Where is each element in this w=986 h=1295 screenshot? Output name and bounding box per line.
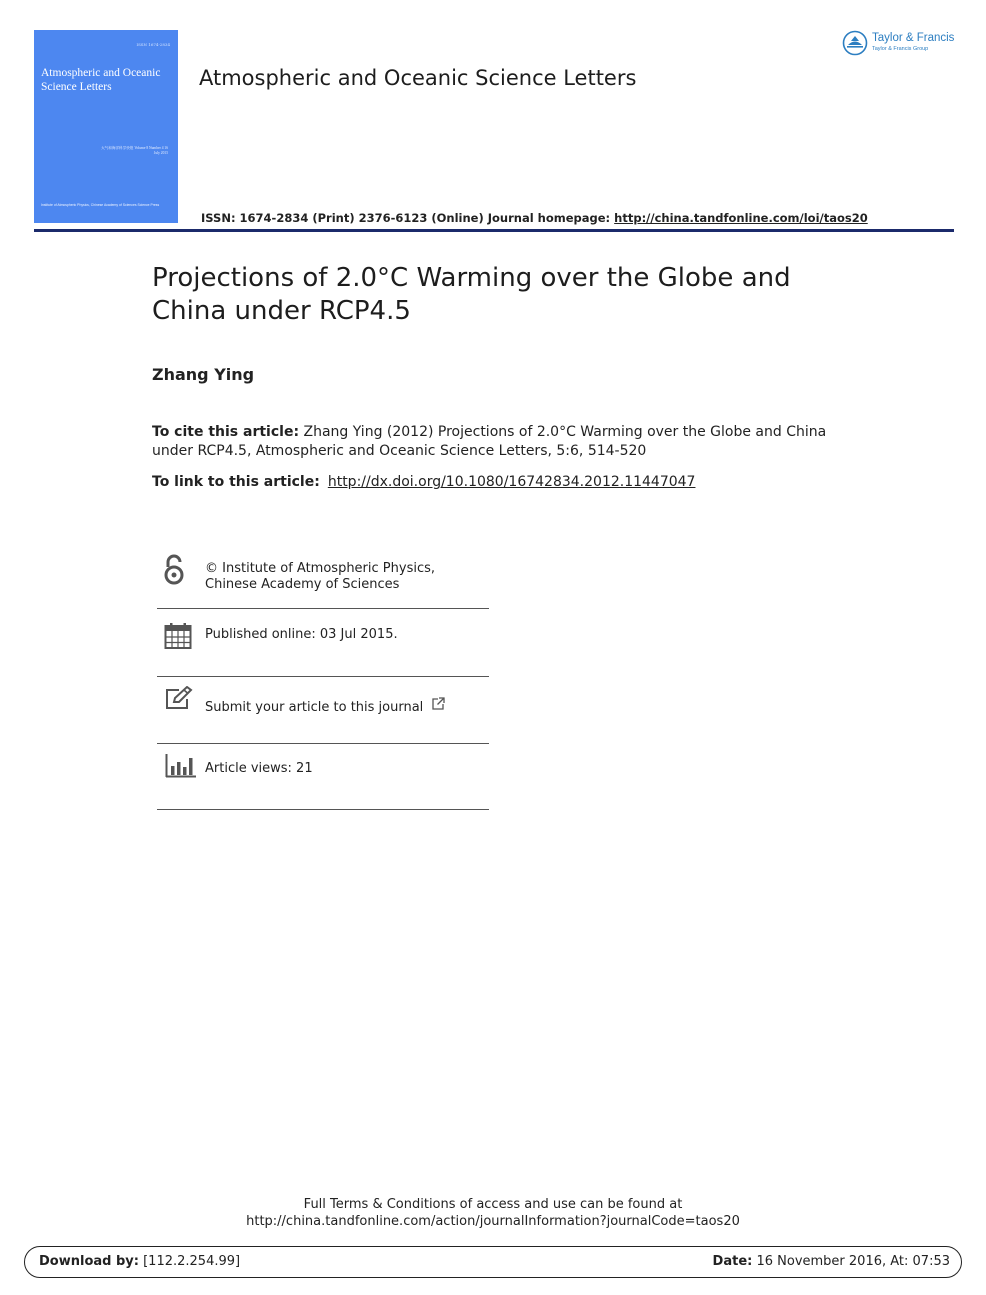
cover-title: Atmospheric and Oceanic Science Letters bbox=[41, 67, 161, 93]
download-date bbox=[713, 1254, 950, 1269]
date-label: Date: bbox=[712, 1254, 753, 1269]
article-link-line bbox=[152, 474, 695, 490]
article-doi-link[interactable]: http://dx.doi.org/10.1080/16742834.2012.11447047 bbox=[327, 474, 696, 490]
citation bbox=[152, 423, 852, 461]
calendar-icon bbox=[164, 622, 192, 650]
cover-publisher: Institute of Atmospheric Physics, Chinese Academy of Sciences Science Press bbox=[41, 203, 160, 207]
article-author: Zhang Ying bbox=[152, 365, 255, 384]
info-divider bbox=[157, 608, 489, 609]
date-value: 16 November 2016, At: 07:53 bbox=[752, 1254, 950, 1269]
published-date: Published online: 03 Jul 2015. bbox=[205, 627, 398, 642]
journal-title: Atmospheric and Oceanic Science Letters bbox=[199, 66, 637, 90]
download-label: Download by: bbox=[39, 1254, 139, 1269]
article-link-label: To link to this article: bbox=[152, 474, 320, 490]
download-ip: [112.2.254.99] bbox=[138, 1254, 241, 1269]
article-views: Article views: 21 bbox=[205, 761, 313, 776]
download-by bbox=[39, 1254, 240, 1269]
issn-text: ISSN: 1674-2834 (Print) 2376-6123 (Online) Journal homepage: bbox=[201, 211, 615, 225]
bar-chart-icon bbox=[165, 754, 197, 778]
external-link-icon bbox=[432, 697, 445, 710]
article-info-list bbox=[157, 550, 489, 810]
copyright-text: © Institute of Atmospheric Physics, Chinese Academy of Sciences bbox=[205, 561, 436, 592]
cover-issn: ISSN 1674-2834 bbox=[136, 42, 170, 47]
submit-article-label[interactable]: Submit your article to this journal bbox=[205, 700, 424, 715]
cover-issue-info: 大气和海洋科学快报 Volume 8 Number 4 16 July 2015 bbox=[101, 146, 168, 155]
submit-article-link[interactable] bbox=[205, 697, 445, 716]
publisher-logo-name: Taylor & Francis bbox=[872, 32, 955, 44]
citation-text: Zhang Ying (2012) Projections of 2.0°C Warming over the Globe and China under RCP4.5, Atmospheric and Oceanic Science Letters, 5:6, 514-520 bbox=[152, 424, 827, 459]
download-info-bar bbox=[24, 1246, 962, 1278]
info-divider bbox=[157, 809, 489, 810]
publisher-logo[interactable] bbox=[842, 29, 954, 57]
open-access-icon bbox=[163, 553, 185, 587]
terms-note bbox=[0, 1196, 986, 1230]
publisher-logo-icon bbox=[842, 30, 868, 56]
article-title: Projections of 2.0°C Warming over the Globe and China under RCP4.5 bbox=[152, 263, 791, 326]
header-divider bbox=[34, 229, 954, 232]
citation-label: To cite this article: bbox=[152, 424, 300, 440]
terms-line: Full Terms & Conditions of access and use can be found at bbox=[303, 1197, 683, 1212]
edit-icon bbox=[165, 686, 193, 712]
terms-url[interactable]: http://china.tandfonline.com/action/journalInformation?journalCode=taos20 bbox=[246, 1214, 740, 1229]
issn-line bbox=[201, 211, 868, 225]
info-divider bbox=[157, 743, 489, 744]
info-divider bbox=[157, 676, 489, 677]
journal-homepage-link[interactable]: http://china.tandfonline.com/loi/taos20 bbox=[614, 211, 868, 225]
journal-cover bbox=[34, 30, 178, 223]
publisher-logo-subtitle: Taylor & Francis Group bbox=[872, 46, 929, 52]
